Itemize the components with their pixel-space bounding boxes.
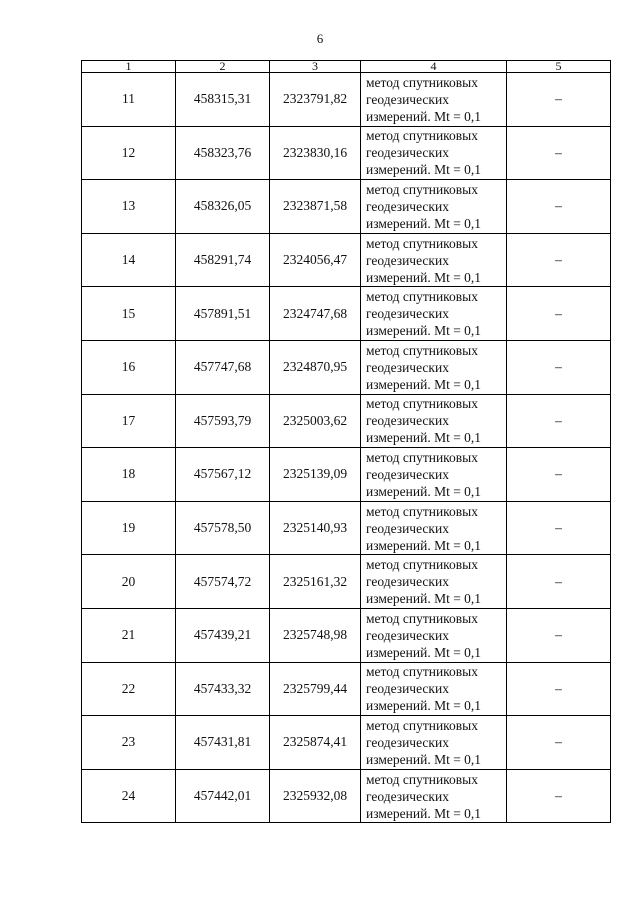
y-coordinate-cell: 2325139,09 <box>270 448 361 502</box>
method-cell <box>361 73 507 127</box>
table-row <box>82 73 611 127</box>
note-cell: – <box>507 501 611 555</box>
method-line: метод спутниковых <box>366 74 478 90</box>
note-cell: – <box>507 394 611 448</box>
table-row <box>82 126 611 180</box>
method-line: метод спутниковых <box>366 235 478 251</box>
note-cell: – <box>507 716 611 770</box>
point-number-cell: 16 <box>82 340 176 394</box>
table-row <box>82 287 611 341</box>
method-line: измерений. Mt = 0,1 <box>366 591 482 607</box>
method-line: измерений. Mt = 0,1 <box>366 751 482 767</box>
method-cell <box>361 287 507 341</box>
method-line: метод спутниковых <box>366 717 478 733</box>
x-coordinate-cell: 457439,21 <box>176 608 270 662</box>
x-coordinate-cell: 457433,32 <box>176 662 270 716</box>
method-line: измерений. Mt = 0,1 <box>366 805 482 821</box>
table-row <box>82 716 611 770</box>
y-coordinate-cell: 2324747,68 <box>270 287 361 341</box>
table-row <box>82 394 611 448</box>
y-coordinate-cell: 2325161,32 <box>270 555 361 609</box>
y-coordinate-cell: 2323871,58 <box>270 180 361 234</box>
table-row <box>82 769 611 823</box>
method-line: геодезических <box>366 788 449 804</box>
method-line: метод спутниковых <box>366 396 478 412</box>
table-row <box>82 448 611 502</box>
note-cell: – <box>507 340 611 394</box>
point-number-cell: 23 <box>82 716 176 770</box>
y-coordinate-cell: 2325748,98 <box>270 608 361 662</box>
method-line: измерений. Mt = 0,1 <box>366 108 482 124</box>
method-cell <box>361 662 507 716</box>
y-coordinate-cell: 2325932,08 <box>270 769 361 823</box>
method-line: измерений. Mt = 0,1 <box>366 430 482 446</box>
point-number-cell: 18 <box>82 448 176 502</box>
method-line: геодезических <box>366 627 449 643</box>
point-number-cell: 24 <box>82 769 176 823</box>
table-row <box>82 555 611 609</box>
y-coordinate-cell: 2323830,16 <box>270 126 361 180</box>
method-cell <box>361 716 507 770</box>
point-number-cell: 13 <box>82 180 176 234</box>
note-cell: – <box>507 769 611 823</box>
table-row <box>82 501 611 555</box>
note-cell: – <box>507 126 611 180</box>
note-cell: – <box>507 555 611 609</box>
table-body <box>82 61 611 823</box>
method-line: геодезических <box>366 91 449 107</box>
point-number-cell: 22 <box>82 662 176 716</box>
x-coordinate-cell: 457567,12 <box>176 448 270 502</box>
x-coordinate-cell: 457442,01 <box>176 769 270 823</box>
x-coordinate-cell: 458326,05 <box>176 180 270 234</box>
method-line: геодезических <box>366 306 449 322</box>
method-cell <box>361 608 507 662</box>
method-cell <box>361 180 507 234</box>
table-row <box>82 340 611 394</box>
method-line: измерений. Mt = 0,1 <box>366 698 482 714</box>
method-line: геодезических <box>366 413 449 429</box>
method-cell <box>361 233 507 287</box>
y-coordinate-cell: 2324870,95 <box>270 340 361 394</box>
method-line: метод спутниковых <box>366 181 478 197</box>
table-row <box>82 608 611 662</box>
method-line: геодезических <box>366 466 449 482</box>
x-coordinate-cell: 457578,50 <box>176 501 270 555</box>
column-header: 5 <box>507 61 611 73</box>
table-row <box>82 233 611 287</box>
point-number-cell: 11 <box>82 73 176 127</box>
point-number-cell: 15 <box>82 287 176 341</box>
method-cell <box>361 126 507 180</box>
y-coordinate-cell: 2323791,82 <box>270 73 361 127</box>
table-header-row <box>82 61 611 73</box>
method-line: геодезических <box>366 252 449 268</box>
method-line: геодезических <box>366 359 449 375</box>
method-cell <box>361 501 507 555</box>
x-coordinate-cell: 457431,81 <box>176 716 270 770</box>
point-number-cell: 20 <box>82 555 176 609</box>
method-line: измерений. Mt = 0,1 <box>366 644 482 660</box>
method-line: метод спутниковых <box>366 771 478 787</box>
note-cell: – <box>507 180 611 234</box>
method-line: метод спутниковых <box>366 503 478 519</box>
method-line: измерений. Mt = 0,1 <box>366 323 482 339</box>
note-cell: – <box>507 662 611 716</box>
method-line: геодезических <box>366 145 449 161</box>
note-cell: – <box>507 233 611 287</box>
x-coordinate-cell: 458291,74 <box>176 233 270 287</box>
method-line: геодезических <box>366 734 449 750</box>
table-row <box>82 662 611 716</box>
method-line: метод спутниковых <box>366 557 478 573</box>
method-line: метод спутниковых <box>366 664 478 680</box>
method-line: геодезических <box>366 681 449 697</box>
column-header: 3 <box>270 61 361 73</box>
column-header: 2 <box>176 61 270 73</box>
column-header: 1 <box>82 61 176 73</box>
method-line: метод спутниковых <box>366 610 478 626</box>
method-line: измерений. Mt = 0,1 <box>366 376 482 392</box>
method-line: измерений. Mt = 0,1 <box>366 269 482 285</box>
point-number-cell: 19 <box>82 501 176 555</box>
page-number: 6 <box>316 31 324 46</box>
x-coordinate-cell: 457747,68 <box>176 340 270 394</box>
method-line: измерений. Mt = 0,1 <box>366 215 482 231</box>
method-line: метод спутниковых <box>366 342 478 358</box>
point-number-cell: 12 <box>82 126 176 180</box>
table-row <box>82 180 611 234</box>
method-line: геодезических <box>366 198 449 214</box>
y-coordinate-cell: 2325799,44 <box>270 662 361 716</box>
coordinates-table <box>81 60 611 823</box>
x-coordinate-cell: 457891,51 <box>176 287 270 341</box>
y-coordinate-cell: 2324056,47 <box>270 233 361 287</box>
x-coordinate-cell: 458315,31 <box>176 73 270 127</box>
x-coordinate-cell: 458323,76 <box>176 126 270 180</box>
method-line: измерений. Mt = 0,1 <box>366 483 482 499</box>
note-cell: – <box>507 287 611 341</box>
note-cell: – <box>507 73 611 127</box>
point-number-cell: 21 <box>82 608 176 662</box>
point-number-cell: 14 <box>82 233 176 287</box>
method-line: метод спутниковых <box>366 289 478 305</box>
method-line: измерений. Mt = 0,1 <box>366 162 482 178</box>
point-number-cell: 17 <box>82 394 176 448</box>
method-cell <box>361 769 507 823</box>
note-cell: – <box>507 448 611 502</box>
method-line: метод спутниковых <box>366 128 478 144</box>
x-coordinate-cell: 457593,79 <box>176 394 270 448</box>
y-coordinate-cell: 2325140,93 <box>270 501 361 555</box>
method-line: геодезических <box>366 520 449 536</box>
method-line: метод спутниковых <box>366 449 478 465</box>
method-cell <box>361 448 507 502</box>
method-cell <box>361 394 507 448</box>
method-line: геодезических <box>366 574 449 590</box>
method-line: измерений. Mt = 0,1 <box>366 537 482 553</box>
method-cell <box>361 555 507 609</box>
y-coordinate-cell: 2325003,62 <box>270 394 361 448</box>
x-coordinate-cell: 457574,72 <box>176 555 270 609</box>
note-cell: – <box>507 608 611 662</box>
y-coordinate-cell: 2325874,41 <box>270 716 361 770</box>
method-cell <box>361 340 507 394</box>
column-header: 4 <box>361 61 507 73</box>
